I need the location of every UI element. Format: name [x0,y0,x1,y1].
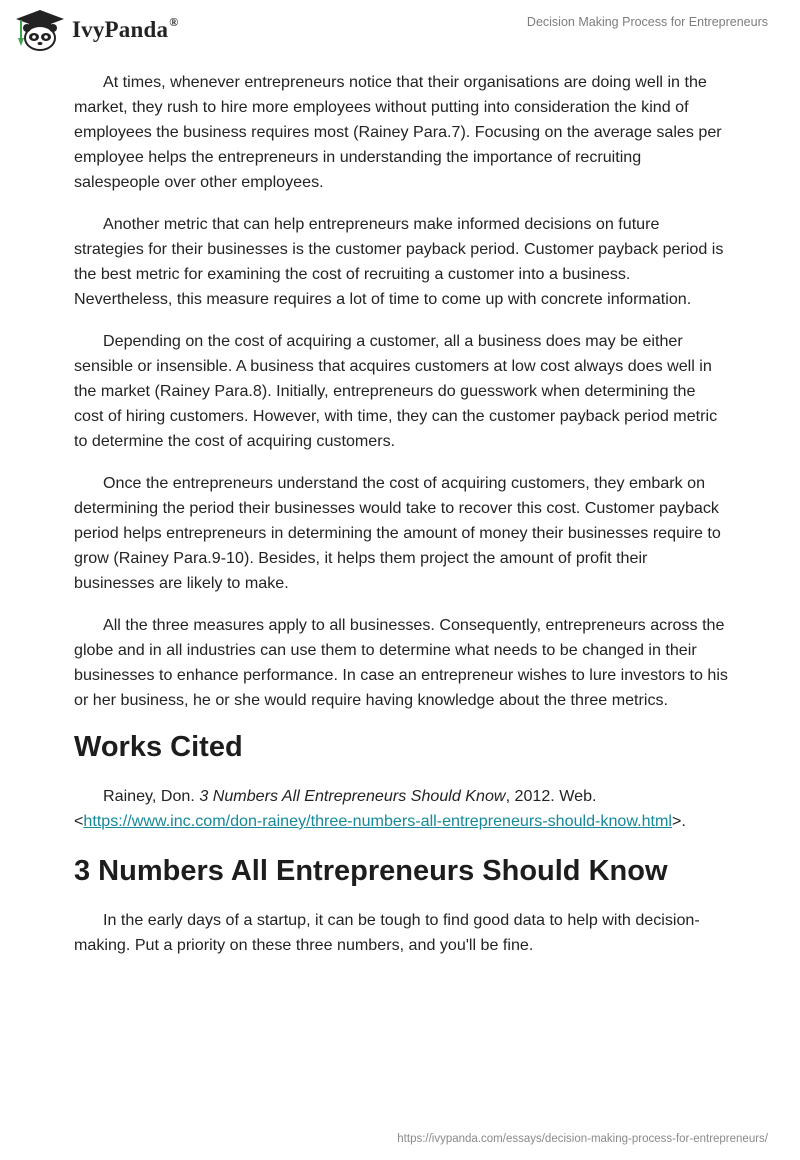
section-heading: 3 Numbers All Entrepreneurs Should Know [74,855,668,887]
registered-mark: ® [169,15,179,29]
body-paragraph: Once the entrepreneurs understand the cost of acquiring customers, they embark on determining the period their businesses would take to recover this cost. Customer payback period helps entrepreneurs in determining the amount of money their businesses require to grow (Rainey Para.9-10). Besides, it helps them project the amount of profit their businesses are likely to make. [74,474,721,592]
body-paragraph: Depending on the cost of acquiring a customer, all a business does may be either sensible or insensible. A business that acquires customers at low cost always does well in the market (Rainey Para.8). Initially, entrepreneurs do guesswork when determining the cost of hiring customers. However, with time, they can the customer payback period metric to determine the cost of acquiring customers. [74,332,718,450]
citation-details: , 2012. Web. [505,787,597,805]
citation-entry [74,784,728,834]
footer-url: https://ivypanda.com/essays/decision-making-process-for-entrepreneurs/ [397,1133,768,1145]
panda-graduation-cap-icon [14,8,66,52]
citation-close-bracket: >. [671,812,686,830]
body-paragraph: All the three measures apply to all businesses. Consequently, entrepreneurs across the globe and in all industries can use them to determine what needs to be changed in their businesses to enhance performance. In case an entrepreneur wishes to lure investors to his or her business, he or she would require having knowledge about the three metrics. [74,616,728,709]
page-header [0,0,800,60]
citation-title: 3 Numbers All Entrepreneurs Should Know [199,787,506,805]
citation-link[interactable]: https://www.inc.com/don-rainey/three-numbers-all-entrepreneurs-should-know.html [83,812,672,830]
citation-open-bracket: < [74,812,84,830]
works-cited-heading: Works Cited [74,731,243,763]
body-paragraph: Another metric that can help entrepreneurs make informed decisions on future strategies for their businesses is the customer payback period. Customer payback period is the best metric for examining the cost of recruiting a customer into a business. Nevertheless, this measure requires a lot of time to come up with concrete information. [74,215,724,308]
brand-name: IvyPanda® [72,15,179,42]
body-paragraph: At times, whenever entrepreneurs notice that their organisations are doing well in the market, they rush to hire more employees without putting into consideration the kind of employees the business requires most (Rainey Para.7). Focusing on the average sales per employee helps the entrepreneurs in understanding the importance of recruiting salespeople over other employees. [74,73,722,191]
document-title: Decision Making Process for Entrepreneurs [526,15,768,29]
essay-content [74,70,728,975]
body-paragraph: In the early days of a startup, it can be tough to find good data to help with decision-making. Put a priority on these three numbers, and you'll be fine. [74,911,700,954]
citation-author: Rainey, Don. [103,787,200,805]
ivypanda-logo[interactable] [14,8,178,52]
